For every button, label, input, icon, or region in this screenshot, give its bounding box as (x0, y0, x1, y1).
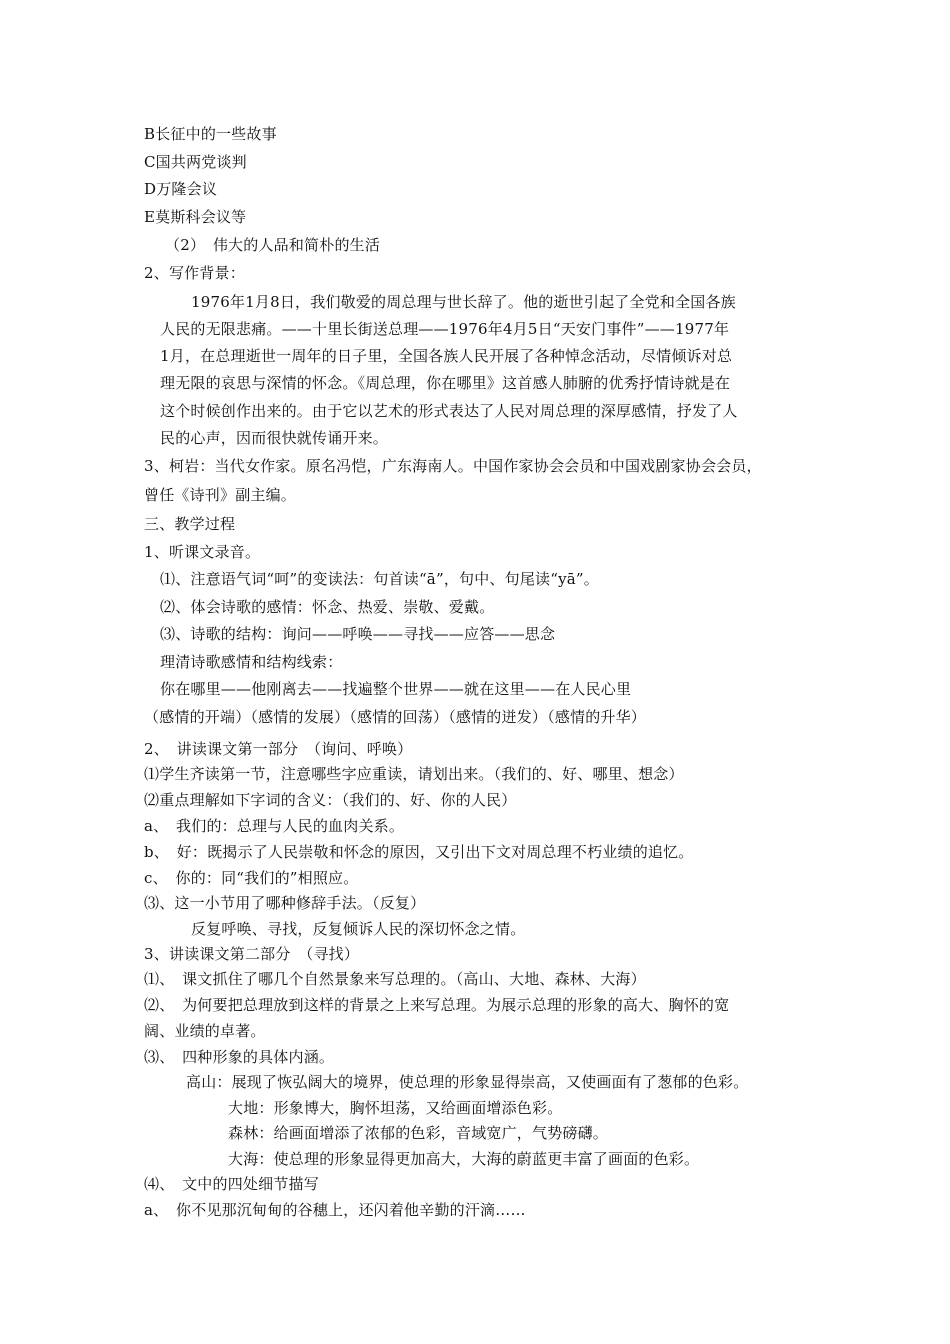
text-line: 人民的无限悲痛。——十里长街送总理——1976年4月5日“天安门事件”——1977年 (160, 320, 730, 338)
text-line: 大海：使总理的形象显得更加高大，大海的蔚蓝更丰富了画面的色彩。 (228, 1150, 700, 1168)
text-line: ⑵、 为何要把总理放到这样的背景之上来写总理。为展示总理的形象的高大、胸怀的宽 (144, 996, 730, 1014)
text-line: 3、讲读课文第二部分 （寻找） (144, 945, 360, 963)
text-line: 这个时候创作出来的。由于它以艺术的形式表达了人民对周总理的深厚感情，抒发了人 (160, 402, 738, 420)
section-heading: 三、教学过程 (144, 515, 236, 533)
text-line: 民的心声，因而很快就传诵开来。 (160, 429, 389, 447)
text-line: 森林：给画面增添了浓郁的色彩，音域宽广，气势磅礴。 (228, 1124, 609, 1142)
text-line: a、 我们的：总理与人民的血肉关系。 (144, 817, 405, 835)
text-line: ⑴、注意语气词“呵”的变读法：句首读“ā”，句中、句尾读“yā”。 (160, 570, 599, 588)
text-line: 高山：展现了恢弘阔大的境界，使总理的形象显得崇高，又使画面有了葱郁的色彩。 (186, 1073, 749, 1091)
text-line: b、 好：既揭示了人民崇敬和怀念的原因，又引出下文对周总理不朽业绩的追忆。 (144, 843, 694, 861)
text-line: c、 你的：同“我们的”相照应。 (144, 869, 359, 887)
text-line: C国共两党谈判 (144, 153, 247, 171)
text-line: ⑵、体会诗歌的感情：怀念、热爱、崇敬、爱戴。 (160, 598, 495, 616)
text-line: 你在哪里——他刚离去——找遍整个世界——就在这里——在人民心里 (160, 680, 632, 698)
text-line: 2、写作背景： (144, 264, 245, 282)
text-line: ⑷、 文中的四处细节描写 (144, 1175, 319, 1193)
text-line: 1、听课文录音。 (144, 543, 261, 561)
text-line: 理清诗歌感情和结构线索： (160, 653, 343, 671)
text-line: ⑶、诗歌的结构：询问——呼唤——寻找——应答——思念 (160, 625, 556, 643)
text-line: （感情的开端）（感情的发展）（感情的回荡）（感情的迸发）（感情的升华） (144, 708, 647, 726)
text-line: （2） 伟大的人品和简朴的生活 (165, 236, 381, 254)
text-line: 1月，在总理逝世一周年的日子里，全国各族人民开展了各种悼念活动，尽情倾诉对总 (160, 347, 733, 365)
text-line: D万隆会议 (144, 180, 218, 198)
text-line: 阔、业绩的卓著。 (144, 1022, 266, 1040)
text-line: 2、 讲读课文第一部分 （询问、呼唤） (144, 740, 413, 758)
text-line: B长征中的一些故事 (144, 125, 277, 143)
text-line: 反复呼唤、寻找，反复倾诉人民的深切怀念之情。 (191, 920, 526, 938)
text-line: ⑵重点理解如下字词的含义：（我们的、好、你的人民） (144, 791, 517, 809)
text-line: a、 你不见那沉甸甸的谷穗上，还闪着他辛勤的汗滴…… (144, 1201, 526, 1219)
text-line: 理无限的哀思与深情的怀念。《周总理，你在哪里》这首感人肺腑的优秀抒情诗就是在 (160, 374, 731, 392)
text-line: E莫斯科会议等 (144, 208, 247, 226)
text-line: 3、柯岩：当代女作家。原名冯恺，广东海南人。中国作家协会会员和中国戏剧家协会会员， (144, 457, 762, 475)
text-line: 大地：形象博大，胸怀坦荡，又给画面增添色彩。 (228, 1099, 563, 1117)
text-line: ⑶、 四种形象的具体内涵。 (144, 1048, 335, 1066)
text-line: ⑶、这一小节用了哪种修辞手法。（反复） (144, 894, 426, 912)
text-line: ⑴学生齐读第一节，注意哪些字应重读，请划出来。（我们的、好、哪里、想念） (144, 765, 684, 783)
text-line: 曾任《诗刊》副主编。 (144, 486, 297, 504)
text-line: ⑴、 课文抓住了哪几个自然景象来写总理的。（高山、大地、森林、大海） (144, 970, 646, 988)
text-line: 1976年1月8日，我们敬爱的周总理与世长辞了。他的逝世引起了全党和全国各族 (191, 293, 736, 311)
